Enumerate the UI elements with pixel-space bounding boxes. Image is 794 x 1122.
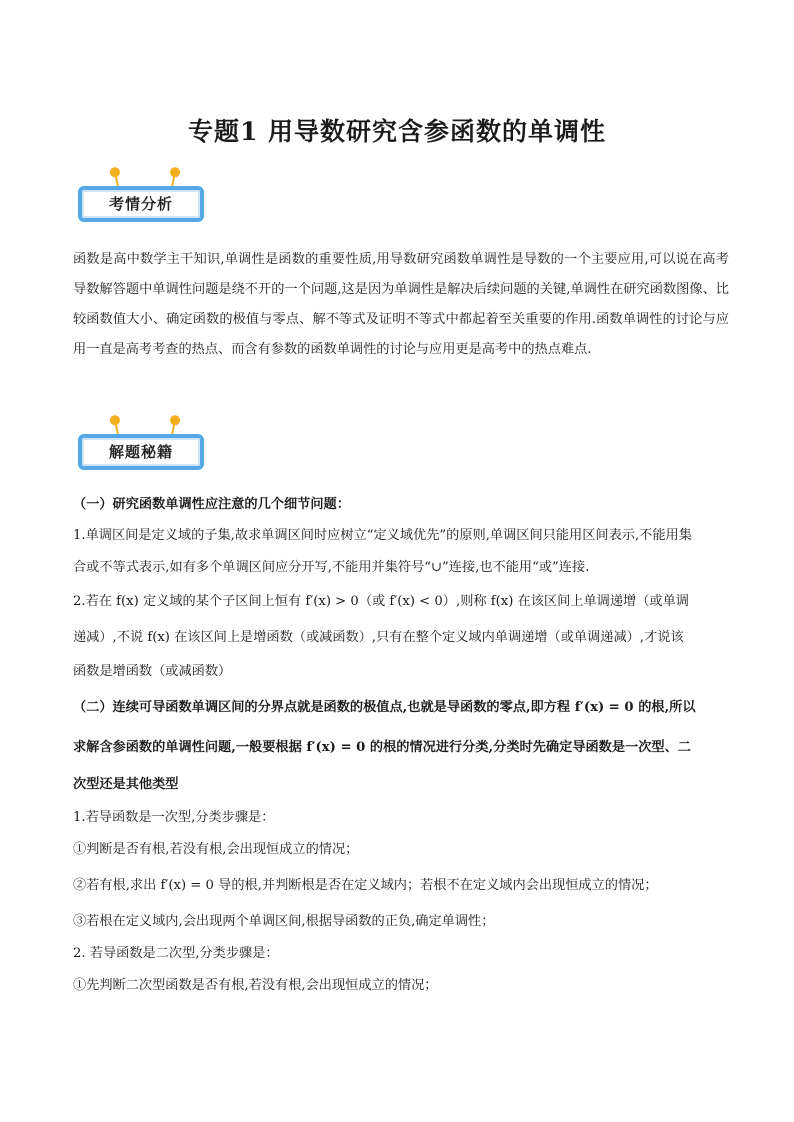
text-line: 1.若导函数是一次型,分类步骤是： xyxy=(73,810,275,825)
text-line: 合或不等式表示,如有多个单调区间应分开写,不能用并集符号“∪”连接,也不能用“或”连接. xyxy=(73,560,590,575)
method-body xyxy=(73,490,729,1002)
subheading-2-cont: 次型还是其他类型 xyxy=(73,777,179,792)
subheading-1: （一）研究函数单调性应注意的几个细节问题： xyxy=(73,497,350,512)
text-line: 递减）,不说 f(x) 在该区间上是增函数（或减函数）,只有在整个定义域内单调递增（或单调递减）,才说该 xyxy=(73,630,684,645)
subheading-2: （二）连续可导函数单调区间的分界点就是函数的极值点,也就是导函数的零点,即方程 f′(x) = 0 的根,所以 xyxy=(73,700,696,715)
section-badge-kaoqing xyxy=(78,172,208,218)
text-line: 2.若在 f(x) 定义域的某个子区间上恒有 f′(x) > 0（或 f′(x) < 0）,则称 f(x) 在该区间上单调递增（或单调 xyxy=(73,594,689,609)
section-badge-jieti xyxy=(78,420,208,466)
badge-label: 解题秘籍 xyxy=(78,434,204,470)
subheading-2-cont: 求解含参函数的单调性问题,一般要根据 f′(x) = 0 的根的情况进行分类,分类时先确定导函数是一次型、二 xyxy=(73,740,691,755)
text-line: ①判断是否有根,若没有根,会出现恒成立的情况； xyxy=(73,842,359,857)
text-line: 2. 若导函数是二次型,分类步骤是： xyxy=(73,946,279,961)
text-line: ①先判断二次型函数是否有根,若没有根,会出现恒成立的情况； xyxy=(73,978,438,993)
text-line: ②若有根,求出 f′(x) = 0 导的根,并判断根是否在定义域内；若根不在定义域内会出现恒成立的情况； xyxy=(73,878,658,893)
page-title: 专题1 用导数研究含参函数的单调性 xyxy=(187,117,607,146)
text-line: ③若根在定义域内,会出现两个单调区间,根据导函数的正负,确定单调性； xyxy=(73,914,495,929)
text-line: 函数是增函数（或减函数） xyxy=(73,664,232,679)
analysis-paragraph: 函数是高中数学主干知识,单调性是函数的重要性质,用导数研究函数单调性是导数的一个主要应用,可以说在高考导数解答题中单调性问题是绕不开的一个问题,这是因为单调性是解决后续问题的关键,单调性在研究函数图像、比较函数值大小、确定函数的极值与零点、解不等式及证明不等式中都起着至关重要的作用.函数单调性的讨论与应用一直是高考考查的热点、而含有参数的函数单调性的讨论与应用更是高考中的热点难点. xyxy=(73,252,729,357)
text-line: 1.单调区间是定义域的子集,故求单调区间时应树立“定义域优先”的原则,单调区间只能用区间表示,不能用集 xyxy=(73,528,692,543)
badge-label: 考情分析 xyxy=(78,186,204,222)
